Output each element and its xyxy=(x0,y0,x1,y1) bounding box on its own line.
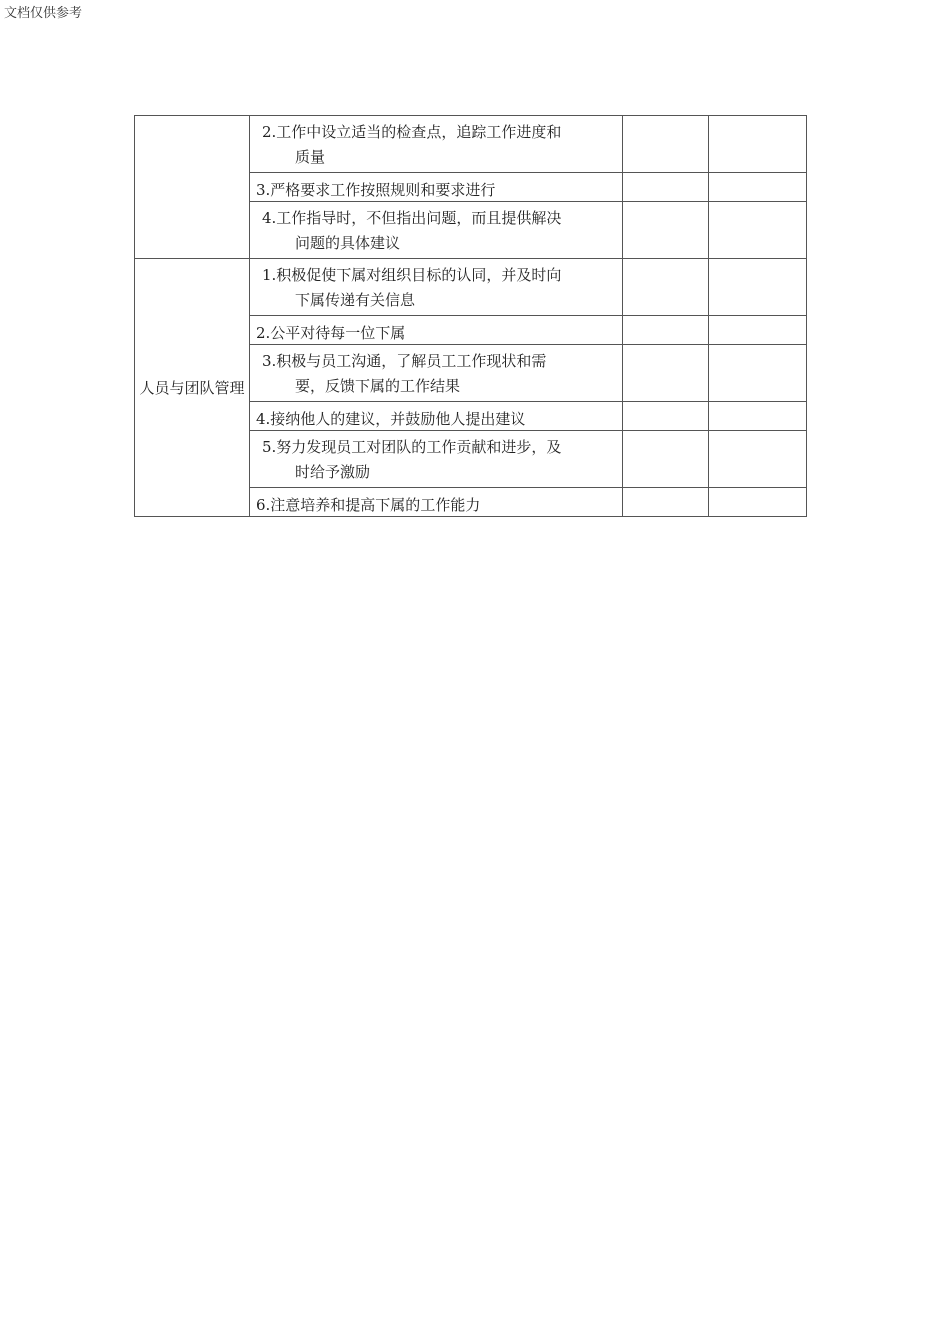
category-cell: 人员与团队管理 xyxy=(135,259,250,517)
score-cell[interactable] xyxy=(623,202,709,259)
remark-cell[interactable] xyxy=(709,431,807,488)
item-text: 3.积极与员工沟通，了解员工工作现状和需 xyxy=(262,352,547,370)
score-cell[interactable] xyxy=(623,402,709,431)
item-text: 6.注意培养和提高下属的工作能力 xyxy=(256,496,481,514)
score-cell[interactable] xyxy=(623,488,709,517)
score-cell[interactable] xyxy=(623,116,709,173)
remark-cell[interactable] xyxy=(709,488,807,517)
remark-cell[interactable] xyxy=(709,316,807,345)
item-text-cont: 质量 xyxy=(295,148,326,166)
item-text: 5.努力发现员工对团队的工作贡献和进步，及 xyxy=(262,438,562,456)
item-text: 4.接纳他人的建议，并鼓励他人提出建议 xyxy=(256,410,526,428)
item-cell xyxy=(250,488,623,517)
table-row xyxy=(135,116,807,173)
remark-cell[interactable] xyxy=(709,402,807,431)
item-cell xyxy=(250,116,623,173)
category-cell xyxy=(135,116,250,259)
item-cell xyxy=(250,202,623,259)
item-text: 1.积极促使下属对组织目标的认同，并及时向 xyxy=(262,266,562,284)
item-text: 4.工作指导时，不但指出问题，而且提供解决 xyxy=(262,209,562,227)
item-cell xyxy=(250,259,623,316)
item-cell xyxy=(250,431,623,488)
item-cell xyxy=(250,173,623,202)
item-cell xyxy=(250,402,623,431)
item-text: 3.严格要求工作按照规则和要求进行 xyxy=(256,181,496,199)
item-cell xyxy=(250,345,623,402)
header-note: 文档仅供参考 xyxy=(4,6,83,21)
remark-cell[interactable] xyxy=(709,259,807,316)
item-text-cont: 问题的具体建议 xyxy=(295,234,401,252)
remark-cell[interactable] xyxy=(709,173,807,202)
item-cell xyxy=(250,316,623,345)
score-cell[interactable] xyxy=(623,431,709,488)
item-text-cont: 要，反馈下属的工作结果 xyxy=(295,377,461,395)
item-text: 2.工作中设立适当的检查点，追踪工作进度和 xyxy=(262,123,562,141)
score-cell[interactable] xyxy=(623,259,709,316)
remark-cell[interactable] xyxy=(709,345,807,402)
remark-cell[interactable] xyxy=(709,202,807,259)
remark-cell[interactable] xyxy=(709,116,807,173)
score-cell[interactable] xyxy=(623,345,709,402)
item-text-cont: 下属传递有关信息 xyxy=(295,291,416,309)
score-cell[interactable] xyxy=(623,316,709,345)
item-text-cont: 时给予激励 xyxy=(295,463,371,481)
score-cell[interactable] xyxy=(623,173,709,202)
item-text: 2.公平对待每一位下属 xyxy=(256,324,406,342)
table-row xyxy=(135,259,807,316)
evaluation-table xyxy=(134,115,807,517)
